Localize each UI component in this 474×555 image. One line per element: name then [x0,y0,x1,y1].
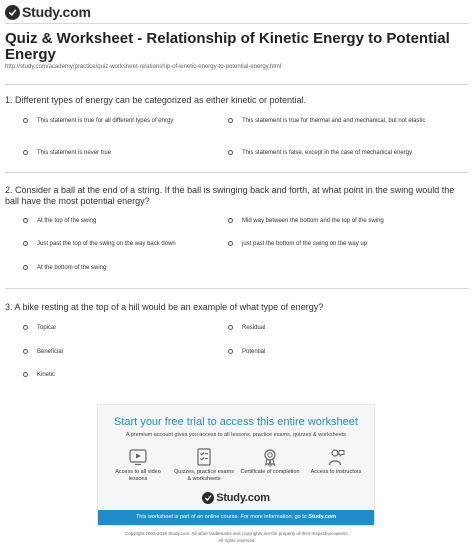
radio-button[interactable] [23,218,28,223]
promo-study-logo[interactable] [98,492,374,504]
answer-option[interactable] [228,324,428,332]
answer-option[interactable] [23,371,203,379]
page-title: Quiz & Worksheet - Relationship of Kinetic Energy to Potential Energy [5,30,450,63]
answer-option[interactable] [228,240,448,248]
feature-label: Access to all video lessons [115,469,161,482]
radio-button[interactable] [23,241,28,246]
answer-option[interactable] [23,117,198,125]
study-logo-icon [202,492,214,504]
certificate-ribbon-icon [260,447,280,467]
radio-button[interactable] [228,218,233,223]
option-label: Potential [242,349,266,355]
option-label: Just past the top of the swing on the way back down [37,241,176,247]
option-label: This statement is true for all different types of enrgy [37,118,174,124]
feature-video-lessons [108,447,168,483]
radio-button[interactable] [23,150,28,155]
radio-button[interactable] [228,325,233,330]
section-divider [5,288,469,289]
radio-button[interactable] [23,349,28,354]
play-video-icon [128,447,148,467]
feature-instructors [306,447,366,476]
question-3: 3. A bike resting at the top of a hill would be an example of what type of energy? [5,302,324,312]
premium-promo-box [97,404,375,526]
copyright-text: Copyright 2003-2015 Study.com. All other trademarks and copyrights are the property of their respective owners. [124,531,350,536]
instructor-person-icon [326,447,346,467]
feature-quizzes [174,447,234,483]
section-divider [5,84,469,85]
question-1: 1. Different types of energy can be categorized as either kinetic or potential. [5,95,307,105]
feature-label: Certificate of completion [240,469,300,475]
study-logo-icon [5,5,20,20]
study-com-link[interactable]: Study.com [308,514,337,520]
feature-label: Quizzes, practice exams & worksheets [174,469,234,482]
radio-button[interactable] [228,241,233,246]
rights-text: All rights reserved. [218,538,256,543]
answer-option[interactable] [228,217,448,225]
promo-subheading: A premium account gives you access to all lessons, practice exams, quizzes & worksheets [125,432,347,438]
radio-button[interactable] [23,325,28,330]
option-label: At the top of the swing [37,218,97,224]
option-label: Mid way between the bottom and the top of the swing [242,218,384,224]
radio-button[interactable] [23,118,28,123]
option-label: This statement is true for thermal and and mechanical, but not elastic [242,118,426,124]
section-divider [5,172,469,173]
answer-option[interactable] [23,348,203,356]
answer-option[interactable] [23,149,198,157]
radio-button[interactable] [228,150,233,155]
answer-option[interactable] [228,348,428,356]
feature-certificate [240,447,300,476]
promo-bar-text: This worksheet is part of an online course. For more information, go to [135,514,307,520]
option-label: This statement is false, except in the case of mechanical energy [242,150,413,156]
logo-text: Study.com [22,4,91,20]
feature-label: Access to instructors [310,469,362,475]
option-label: Residual [242,325,266,331]
answer-option[interactable] [23,324,203,332]
promo-info-bar [98,510,374,525]
option-label: Beneficial [37,349,64,355]
answer-option[interactable] [23,240,223,248]
radio-button[interactable] [23,265,28,270]
answer-option[interactable] [23,264,213,272]
answer-option[interactable] [228,117,428,125]
radio-button[interactable] [228,349,233,354]
promo-heading: Start your free trial to access this entire worksheet [114,416,358,428]
option-label: At the bottom of the swing [37,265,107,271]
option-label: just past the bottom of the swing on the way up [242,241,368,247]
quiz-checklist-icon [194,447,214,467]
option-label: This statement is never true [37,150,112,156]
radio-button[interactable] [23,372,28,377]
header-divider [5,23,469,24]
question-2: 2. Consider a ball at the end of a string. If the ball is swinging back and forth, at what point in the swing would the ball have the most potential energy? [5,185,455,206]
answer-option[interactable] [228,149,428,157]
option-label: Kinetic [37,372,56,378]
promo-logo-text: Study.com [216,492,270,504]
option-label: Topical [37,325,56,331]
study-logo[interactable] [5,3,91,21]
answer-option[interactable] [23,217,213,225]
radio-button[interactable] [228,118,233,123]
page-url: http://study.com/academy/practice/quiz-worksheet-relationship-of-kinetic-energy-to-potential-energy.html [5,64,282,70]
